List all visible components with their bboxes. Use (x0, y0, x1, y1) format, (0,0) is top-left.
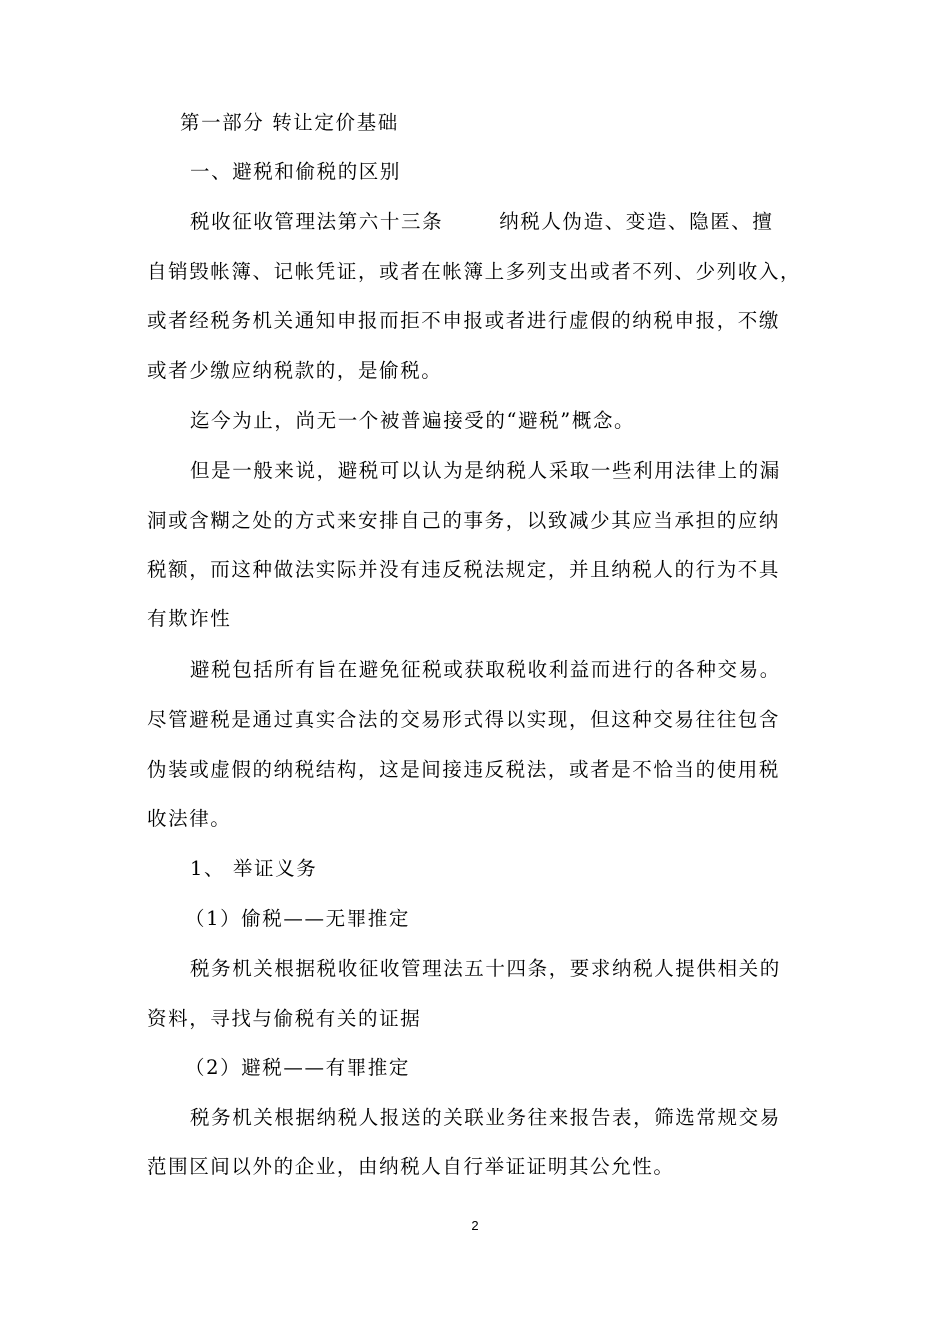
para3-line4: 有欺诈性 (147, 607, 232, 630)
para6-line1: 税务机关根据纳税人报送的关联业务往来报告表，筛选常规交易 (190, 1106, 781, 1129)
page-number: 2 (471, 1218, 479, 1233)
para4-line2: 尽管避税是通过真实合法的交易形式得以实现，但这种交易往往包含 (147, 708, 781, 731)
para3-line2: 洞或含糊之处的方式来安排自己的事务，以致减少其应当承担的应纳 (147, 509, 781, 532)
law-reference: 税收征收管理法第六十三条 (190, 210, 444, 233)
para6-line2: 范围区间以外的企业，由纳税人自行举证证明其公允性。 (147, 1155, 675, 1178)
para4-line4: 收法律。 (147, 807, 232, 830)
para1-line1 (190, 210, 850, 234)
para1-line4: 或者少缴应纳税款的，是偷税。 (147, 359, 443, 382)
para5-line1: 税务机关根据税收征收管理法五十四条，要求纳税人提供相关的 (190, 957, 781, 980)
para2: 迄今为止，尚无一个被普遍接受的“避税”概念。 (190, 409, 636, 432)
para5-line2: 资料，寻找与偷税有关的证据 (147, 1007, 422, 1030)
para1-line2: 自销毁帐簿、记帐凭证，或者在帐簿上多列支出或者不列、少列收入， (147, 260, 802, 283)
item-burden-of-proof: 1、 举证义务 (190, 857, 318, 880)
para4-line1: 避税包括所有旨在避免征税或获取税收利益而进行的各种交易。 (190, 658, 781, 681)
para3-line1: 但是一般来说，避税可以认为是纳税人采取一些利用法律上的漏 (190, 459, 781, 482)
heading-avoidance-vs-evasion: 一、避税和偷税的区别 (190, 160, 402, 183)
para1-line3: 或者经税务机关通知申报而拒不申报或者进行虚假的纳税申报，不缴 (147, 309, 781, 332)
section-title: 第一部分 转让定价基础 (180, 111, 399, 134)
para3-line3: 税额，而这种做法实际并没有违反税法规定，并且纳税人的行为不具 (147, 558, 781, 581)
para4-line3: 伪装或虚假的纳税结构，这是间接违反税法，或者是不恰当的使用税 (147, 758, 781, 781)
subitem-avoidance: （2）避税——有罪推定 (185, 1056, 411, 1079)
subitem-evasion: （1）偷税——无罪推定 (185, 907, 411, 930)
law-text-start: 纳税人伪造、变造、隐匿、擅 (499, 210, 774, 233)
